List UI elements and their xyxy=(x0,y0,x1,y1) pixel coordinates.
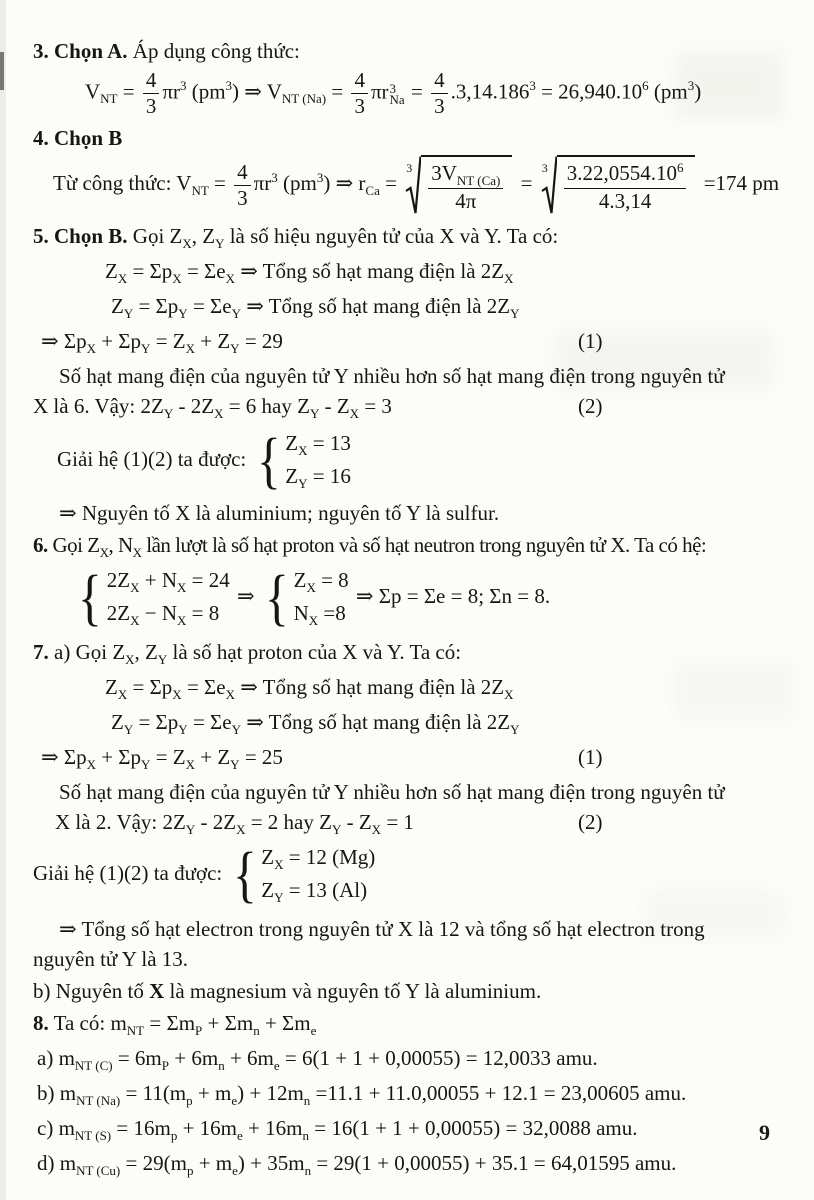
text-run: , N xyxy=(108,533,133,557)
text-run: =11.1 + 11.0,00055 + 12.1 = 23,00605 amu. xyxy=(310,1081,687,1105)
text-run: = 6 hay Z xyxy=(223,394,310,418)
text-run: X là 2. Vậy: 2Z xyxy=(55,810,186,834)
text-run: 2Z xyxy=(106,601,131,625)
subscript: n xyxy=(303,1093,311,1108)
denominator: 3 xyxy=(145,94,157,118)
superscript: 6 xyxy=(642,78,649,94)
text-run: − N xyxy=(139,601,177,625)
subscript: X xyxy=(306,580,316,595)
subscript: X xyxy=(117,271,128,286)
line-8b xyxy=(33,1078,795,1111)
text-run: = Σm xyxy=(144,1011,196,1035)
line-5-eq-sum xyxy=(33,326,795,359)
line-5-conclusion xyxy=(33,498,795,528)
subscript: p xyxy=(186,1093,193,1108)
text-run: Z xyxy=(105,675,118,699)
text-run: d) m xyxy=(37,1151,77,1175)
subscript: X xyxy=(504,687,514,702)
text-run: Số hạt mang điện của nguyên tử Y nhiều hơn số hạt mang điện trong nguyên tử xyxy=(59,364,725,388)
subscript: n xyxy=(302,1128,309,1143)
text-run: ⇒ Tổng số hạt mang điện là 2Z xyxy=(240,294,511,318)
text-run: - 2Z xyxy=(173,394,215,418)
text-run: = xyxy=(117,79,140,104)
subscript: Y xyxy=(141,341,151,356)
text-run: = 25 xyxy=(239,745,283,769)
subscript: n xyxy=(218,1058,225,1073)
text-run: = 8 xyxy=(315,568,349,592)
subscript: X xyxy=(236,822,246,837)
text-run: = Σe xyxy=(187,294,232,318)
text-run: 4π xyxy=(455,188,477,213)
equation-system xyxy=(230,842,376,908)
subscript: e xyxy=(310,1023,317,1038)
system-row xyxy=(294,598,346,631)
superscript: 3 xyxy=(271,169,278,185)
text-run: + Σp xyxy=(95,745,142,769)
text-run: ⇒ Nguyên tố X là aluminium; nguyên tố Y là sulfur. xyxy=(59,501,500,525)
solutions-text-block xyxy=(33,36,795,1181)
text-run: Z xyxy=(285,464,299,488)
line-8d xyxy=(33,1148,795,1181)
system-rows xyxy=(294,565,349,631)
text-run: + m xyxy=(193,1151,233,1175)
text-run: = Σp xyxy=(127,259,173,283)
bold-text-run: 7. xyxy=(33,640,49,664)
text-run: = 1 xyxy=(381,810,414,834)
subscript: NT xyxy=(126,1023,145,1038)
text-run: + 16m xyxy=(177,1116,238,1140)
text-run: a) m xyxy=(37,1046,75,1070)
equation-number: (2) xyxy=(578,394,603,418)
subscript: X xyxy=(225,687,235,702)
line-7-para xyxy=(33,777,795,807)
line-5-solve xyxy=(33,428,795,494)
text-run: + Σm xyxy=(202,1011,254,1035)
equation-number: (1) xyxy=(578,329,603,353)
text-run: Z xyxy=(285,431,299,455)
fraction xyxy=(234,160,251,211)
text-run: = 6(1 + 1 + 0,00055) = 12,0033 amu. xyxy=(279,1046,598,1070)
fraction xyxy=(431,68,448,119)
bold-text-run: 6. xyxy=(33,533,48,557)
superscript: 3 xyxy=(316,169,324,185)
subscript: X xyxy=(177,580,187,595)
line-8c xyxy=(33,1113,795,1146)
line-5-intro xyxy=(33,221,795,254)
denominator: 3 xyxy=(434,94,445,118)
subscript: X xyxy=(172,271,182,286)
text-run: + 16m xyxy=(242,1116,303,1140)
subscript: X xyxy=(86,341,96,356)
subscript: Y xyxy=(215,236,225,251)
radical-sign-icon: 3 xyxy=(541,155,557,215)
subscript: NT xyxy=(100,91,118,107)
subscript: Y xyxy=(230,757,240,772)
text-run: Z xyxy=(111,294,124,318)
text-run: Z xyxy=(293,568,307,592)
system-row xyxy=(285,461,351,494)
text-run: (pm xyxy=(186,79,226,104)
line-8-intro xyxy=(33,1008,795,1041)
system-rows xyxy=(261,842,375,908)
subscript: X xyxy=(117,687,128,702)
system-row xyxy=(107,565,230,598)
text-run: 3.22,0554.10 xyxy=(566,160,677,185)
text-run: Giải hệ (1)(2) ta được: xyxy=(33,860,228,885)
subscript: NT (C) xyxy=(74,1058,113,1073)
text-run: ) + 12m xyxy=(237,1081,304,1105)
subscript: Y xyxy=(510,722,520,737)
text-run: = 16(1 + 1 + 0,00055) = 32,0088 amu. xyxy=(308,1116,638,1140)
line-5-eq-x xyxy=(33,256,795,289)
text-run: Gọi Z xyxy=(127,224,183,248)
text-run: ) ⇒ r xyxy=(323,170,366,195)
text-run: = Σp xyxy=(127,675,173,699)
subscript: e xyxy=(237,1128,243,1143)
superscript: 3 xyxy=(687,78,695,94)
text-run: ⇒ Σp = Σe = 8; Σn = 8. xyxy=(350,583,551,608)
numerator xyxy=(428,161,503,189)
text-run: = xyxy=(515,170,538,195)
cube-root xyxy=(541,155,696,215)
text-run: nguyên tử Y là 13. xyxy=(33,947,189,971)
line-7-eq-sum xyxy=(33,742,795,775)
text-run: =8 xyxy=(318,601,346,625)
bold-text-run: 4. Chọn B xyxy=(33,126,123,150)
text-run: Z xyxy=(261,845,275,869)
subscript: Y xyxy=(141,757,151,772)
text-run: πr xyxy=(253,170,272,195)
text-run: Z xyxy=(261,878,275,902)
subscript: X xyxy=(274,857,284,872)
subscript: X xyxy=(125,652,135,667)
cube-root xyxy=(405,155,512,215)
text-run: 4.3,14 xyxy=(598,188,652,213)
subscript: Y xyxy=(331,822,342,837)
text-run: ⇒ Σp xyxy=(41,329,87,353)
sup-sub-stack xyxy=(389,80,405,107)
subscript: Y xyxy=(123,306,134,321)
text-run: = Σe xyxy=(181,259,226,283)
system-row xyxy=(107,598,219,631)
line-4-formula xyxy=(33,155,795,215)
text-run: = 16 xyxy=(307,464,351,488)
text-run: + Σm xyxy=(259,1011,311,1035)
system-rows xyxy=(285,428,351,494)
bold-text-run: 5. Chọn B. xyxy=(33,224,128,248)
line-7-intro xyxy=(33,637,795,670)
text-run: = xyxy=(405,79,429,104)
subscript: e xyxy=(273,1058,280,1073)
subscript: Y xyxy=(298,476,308,491)
subscript: NT (Cu) xyxy=(76,1163,121,1178)
line-3-intro xyxy=(33,36,795,66)
line-8a xyxy=(33,1043,795,1076)
page-number: 9 xyxy=(759,1120,770,1145)
subscript: NT (Ca) xyxy=(456,172,501,188)
text-run: = 24 xyxy=(186,568,230,592)
text-run: là số hiệu nguyên tử của X và Y. Ta có: xyxy=(224,224,559,248)
text-run: - Z xyxy=(319,394,350,418)
text-run: = Z xyxy=(150,329,186,353)
text-run: ) + 35m xyxy=(237,1151,305,1175)
text-run: Số hạt mang điện của nguyên tử Y nhiều hơn số hạt mang điện trong nguyên tử xyxy=(59,780,725,804)
text-run: ⇒ Tổng số hạt electron trong nguyên tử X là 12 và tổng số hạt electron trong xyxy=(59,917,705,941)
line-6-systems xyxy=(33,565,795,631)
line-5-eq-diff xyxy=(33,391,795,424)
superscript: 3 xyxy=(179,78,187,94)
text-run: =174 pm xyxy=(698,170,780,195)
text-run: = 2 hay Z xyxy=(245,810,332,834)
text-run: - 2Z xyxy=(195,810,237,834)
text-run: + Z xyxy=(195,745,231,769)
text-run: + m xyxy=(192,1081,232,1105)
numerator xyxy=(564,161,687,189)
line-5-eq-y xyxy=(33,291,795,324)
subscript: Y xyxy=(178,722,188,737)
subscript: Y xyxy=(231,722,241,737)
text-run: = Σe xyxy=(187,710,232,734)
subscript: NT (Na) xyxy=(76,1093,121,1108)
text-run: a) Gọi Z xyxy=(48,640,126,664)
fraction xyxy=(351,68,368,119)
text-run: Z xyxy=(105,259,118,283)
line-7b xyxy=(33,976,795,1006)
line-7-eq-x xyxy=(33,672,795,705)
subscript: NT (Na) xyxy=(281,91,327,107)
text-run: (pm xyxy=(277,170,317,195)
superscript: 3 xyxy=(389,80,397,96)
system-row xyxy=(261,842,375,875)
subscript: Na xyxy=(389,91,405,107)
line-4-head xyxy=(33,123,795,153)
line-7-solve xyxy=(33,842,795,908)
text-run: + N xyxy=(139,568,177,592)
denominator xyxy=(596,189,655,214)
bold-text-run: X xyxy=(149,979,165,1003)
subscript: Y xyxy=(123,722,134,737)
subscript: P xyxy=(161,1058,170,1073)
subscript: X xyxy=(308,613,319,628)
equation-number: (2) xyxy=(578,810,603,834)
system-row xyxy=(261,875,367,908)
line-3-formula xyxy=(33,68,795,119)
fraction xyxy=(143,68,160,119)
text-run: .3,14.186 xyxy=(450,79,530,104)
text-run: ) ⇒ V xyxy=(232,79,282,104)
radicand xyxy=(557,155,696,215)
denominator xyxy=(452,189,479,214)
text-run: 2Z xyxy=(106,568,131,592)
text-run: πr xyxy=(370,79,389,104)
left-brace-icon: { xyxy=(264,564,289,632)
text-run: = Σp xyxy=(133,710,179,734)
text-run: b) Nguyên tố xyxy=(33,979,150,1003)
text-run: = Σe xyxy=(181,675,226,699)
system-row xyxy=(285,428,351,461)
subscript: X xyxy=(504,271,514,286)
text-run: = 12 (Mg) xyxy=(283,845,376,869)
equation-system xyxy=(75,565,230,631)
fraction xyxy=(564,161,687,214)
text-run: = 11(m xyxy=(120,1081,187,1105)
line-7-eq-diff xyxy=(33,807,795,840)
subscript: Y xyxy=(510,306,520,321)
text-run: - Z xyxy=(341,810,372,834)
text-run: = 26,940.10 xyxy=(535,79,643,104)
text-run: Từ công thức: V xyxy=(53,170,192,195)
subscript: X xyxy=(177,613,187,628)
superscript: 6 xyxy=(676,159,684,175)
subscript: p xyxy=(170,1128,178,1143)
radicand xyxy=(421,155,512,215)
equation-system xyxy=(254,428,351,494)
line-6-intro xyxy=(33,530,795,563)
subscript: X xyxy=(225,271,235,286)
line-5-para xyxy=(33,361,795,391)
subscript: X xyxy=(99,545,109,560)
subscript: X xyxy=(349,406,360,421)
text-run: , Z xyxy=(191,224,216,248)
subscript: X xyxy=(371,822,382,837)
text-run: ⇒ Tổng số hạt mang điện là 2Z xyxy=(240,710,511,734)
text-run: = Z xyxy=(150,745,186,769)
text-run: , Z xyxy=(134,640,158,664)
superscript: 3 xyxy=(529,78,536,94)
text-run: (pm xyxy=(648,79,688,104)
subscript: X xyxy=(182,236,192,251)
equation-number: (1) xyxy=(578,745,603,769)
scan-edge-mark xyxy=(0,52,4,90)
left-brace-icon: { xyxy=(77,564,102,632)
numerator: 4 xyxy=(351,68,368,94)
system-rows xyxy=(107,565,230,631)
text-run: + 6m xyxy=(169,1046,219,1070)
text-run: = 29(m xyxy=(120,1151,187,1175)
text-run: Z xyxy=(111,710,124,734)
text-run: = xyxy=(208,170,232,195)
bold-text-run: 3. Chọn A. xyxy=(33,39,128,63)
text-run: X là 6. Vậy: 2Z xyxy=(33,394,164,418)
fraction xyxy=(428,161,503,214)
text-run: Giải hệ (1)(2) ta được: xyxy=(57,446,252,471)
subscript: NT (S) xyxy=(74,1128,112,1143)
numerator: 4 xyxy=(143,68,160,94)
left-brace-icon: { xyxy=(256,427,281,495)
denominator: 3 xyxy=(237,185,248,210)
subscript: Y xyxy=(157,652,168,667)
text-run: là magnesium và nguyên tố Y là aluminium. xyxy=(164,979,542,1003)
subscript: p xyxy=(186,1163,194,1178)
line-7-conclusion-2 xyxy=(33,944,795,974)
text-run: = 29(1 + 0,00055) + 35.1 = 64,01595 amu. xyxy=(311,1151,677,1175)
text-run: V xyxy=(85,79,101,104)
text-run: = 13 (Al) xyxy=(283,878,368,902)
text-run: c) m xyxy=(37,1116,75,1140)
superscript: 3 xyxy=(225,78,233,94)
bold-text-run: 8. xyxy=(33,1011,49,1035)
subscript: X xyxy=(132,545,142,560)
subscript: Y xyxy=(178,306,188,321)
text-run: = Σp xyxy=(133,294,179,318)
text-run: + Z xyxy=(195,329,231,353)
subscript: X xyxy=(86,757,96,772)
subscript: X xyxy=(298,443,308,458)
text-run: Gọi Z xyxy=(47,533,100,557)
text-run: Áp dụng công thức: xyxy=(127,39,300,63)
text-run: + 6m xyxy=(224,1046,274,1070)
subscript: Y xyxy=(309,406,320,421)
subscript: X xyxy=(130,613,140,628)
line-7-conclusion-1 xyxy=(33,914,795,944)
subscript: Y xyxy=(163,406,174,421)
text-run: + Σp xyxy=(95,329,142,353)
scan-edge-artifact xyxy=(0,0,6,1200)
subscript: NT xyxy=(191,182,209,198)
denominator: 3 xyxy=(354,94,365,118)
subscript: X xyxy=(185,341,195,356)
subscript: Y xyxy=(185,822,196,837)
subscript: X xyxy=(185,757,195,772)
text-run: = 6m xyxy=(112,1046,162,1070)
subscript: Y xyxy=(230,341,240,356)
text-run: = 8 xyxy=(186,601,220,625)
text-run: = 13 xyxy=(307,431,351,455)
numerator: 4 xyxy=(431,68,448,94)
subscript: e xyxy=(231,1093,238,1108)
text-run: ⇒ Σp xyxy=(41,745,87,769)
text-run: 3V xyxy=(431,160,457,185)
subscript: e xyxy=(232,1163,238,1178)
radical-sign-icon: 3 xyxy=(405,155,421,215)
text-run: lần lượt là số hạt proton và số hạt neutron trong nguyên tử X. Ta có hệ: xyxy=(141,533,707,557)
text-run: = xyxy=(379,170,403,195)
subscript: Y xyxy=(231,306,241,321)
text-run: Ta có: m xyxy=(48,1011,127,1035)
text-run: ⇒ Tổng số hạt mang điện là 2Z xyxy=(234,675,505,699)
subscript: X xyxy=(130,580,140,595)
text-run: ) xyxy=(694,79,702,104)
system-row xyxy=(294,565,349,598)
subscript: P xyxy=(195,1023,203,1038)
text-run: ⇒ Tổng số hạt mang điện là 2Z xyxy=(234,259,505,283)
subscript: n xyxy=(304,1163,312,1178)
text-run: = 3 xyxy=(359,394,392,418)
subscript: Y xyxy=(274,890,284,905)
text-run: N xyxy=(293,601,309,625)
text-run: là số hạt proton của X và Y. Ta có: xyxy=(167,640,462,664)
subscript: n xyxy=(253,1023,260,1038)
subscript: Ca xyxy=(365,182,380,198)
left-brace-icon: { xyxy=(232,841,257,909)
text-run: = 16m xyxy=(111,1116,171,1140)
text-run: ⇒ xyxy=(231,583,260,608)
equation-system xyxy=(262,565,349,631)
text-run: = xyxy=(326,79,349,104)
subscript: X xyxy=(172,687,182,702)
text-run: b) m xyxy=(37,1081,77,1105)
line-7-eq-y xyxy=(33,707,795,740)
subscript: X xyxy=(214,406,224,421)
text-run: = 29 xyxy=(239,329,283,353)
numerator: 4 xyxy=(234,160,251,186)
text-run: πr xyxy=(162,79,180,104)
